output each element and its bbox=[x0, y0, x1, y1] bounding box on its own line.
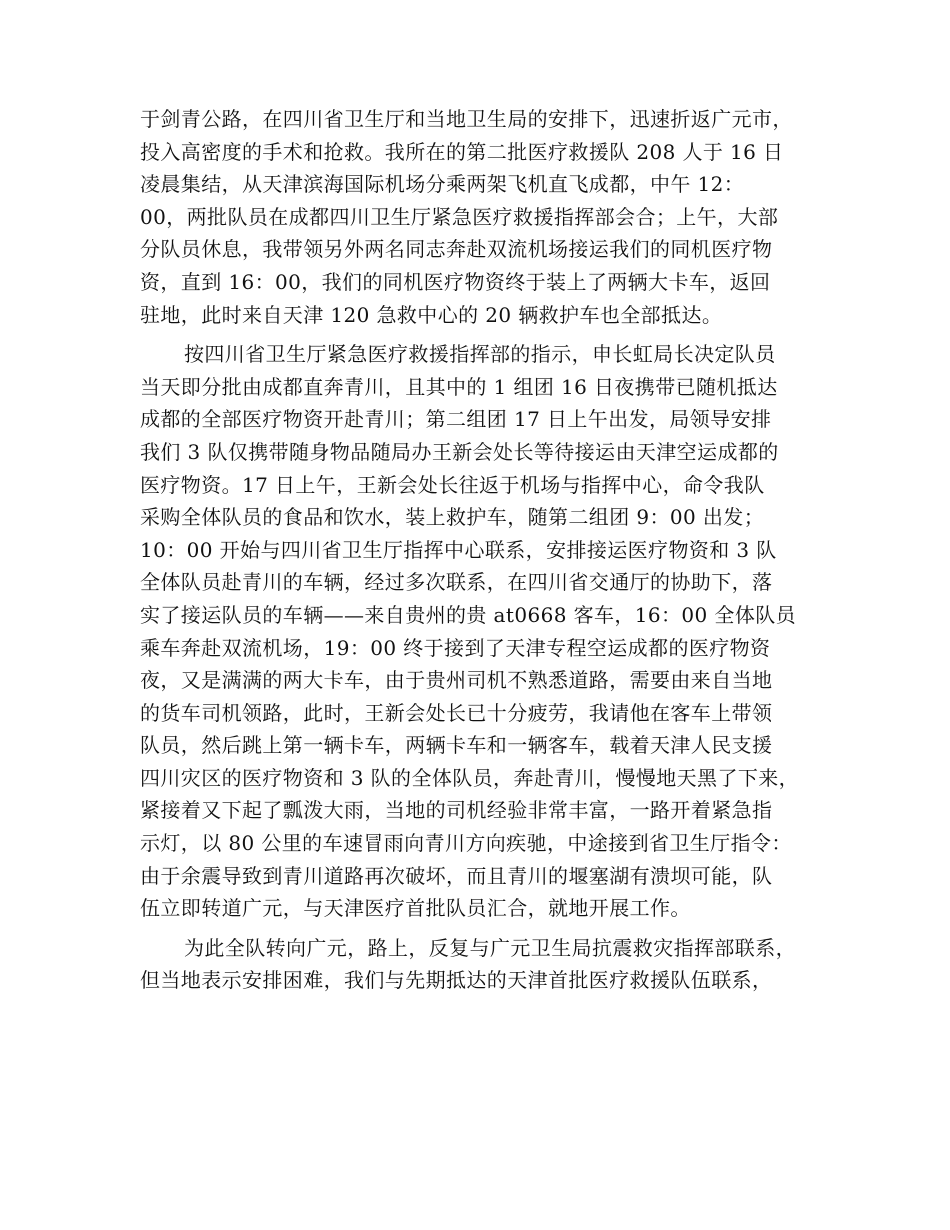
text-line: 的货车司机领路，此时，王新会处长已十分疲劳，我请他在客车上带领 bbox=[140, 700, 773, 725]
text-line: 由于余震导致到青川道路再次破坏，而且青川的堰塞湖有溃坝可能，队 bbox=[140, 863, 773, 888]
text-line: 于剑青公路，在四川省卫生厅和当地卫生局的安排下，迅速折返广元市， bbox=[140, 107, 793, 131]
text-line: 实了接运队员的车辆——来自贵州的贵 at0668 客车，16：00 全体队员 bbox=[140, 602, 797, 627]
text-line: 驻地，此时来自天津 120 急救中心的 20 辆救护车也全部抵达。 bbox=[140, 302, 723, 327]
text-line: 凌晨集结，从天津滨海国际机场分乘两架飞机直飞成都，中午 12： bbox=[140, 172, 745, 197]
body-text bbox=[140, 103, 820, 997]
text-line: 医疗物资。17 日上午，王新会处长往返于机场与指挥中心，命令我队 bbox=[140, 472, 765, 497]
text-line: 紧接着又下起了瓢泼大雨，当地的司机经验非常丰富，一路开着紧急指 bbox=[140, 798, 773, 823]
text-line: 成都的全部医疗物资开赴青川；第二组团 17 日上午出发，局领导安排 bbox=[140, 407, 772, 432]
paragraph-first-line: 为此全队转向广元，路上，反复与广元卫生局抗震救灾指挥部联系， bbox=[184, 935, 796, 960]
text-line: 示灯，以 80 公里的车速冒雨向青川方向疾驰，中途接到省卫生厅指令： bbox=[140, 831, 792, 856]
text-line: 当天即分批由成都直奔青川，且其中的 1 组团 16 日夜携带已随机抵达 bbox=[140, 374, 778, 399]
text-line: 00，两批队员在成都四川卫生厅紧急医疗救援指挥部会合；上午，大部 bbox=[140, 204, 779, 229]
text-line: 投入高密度的手术和抢救。我所在的第二批医疗救援队 208 人于 16 日 bbox=[140, 139, 784, 164]
text-line: 分队员休息，我带领另外两名同志奔赴双流机场接运我们的同机医疗物 bbox=[140, 237, 773, 262]
text-line: 乘车奔赴双流机场，19：00 终于接到了天津专程空运成都的医疗物资 bbox=[140, 635, 771, 660]
text-line: 采购全体队员的食品和饮水，装上救护车，随第二组团 9：00 出发； bbox=[140, 505, 765, 530]
text-line: 伍立即转道广元，与天津医疗首批队员汇合，就地开展工作。 bbox=[140, 896, 691, 921]
text-line: 10：00 开始与四川省卫生厅指挥中心联系，安排接运医疗物资和 3 队 bbox=[140, 537, 777, 562]
text-line: 夜，又是满满的两大卡车，由于贵州司机不熟悉道路，需要由来自当地 bbox=[140, 668, 773, 693]
text-line: 我们 3 队仅携带随身物品随局办王新会处长等待接运由天津空运成都的 bbox=[140, 439, 779, 464]
paragraph-first-line: 按四川省卫生厅紧急医疗救援指挥部的指示，申长虹局长决定队员 bbox=[184, 342, 776, 367]
text-line: 队员，然后跳上第一辆卡车，两辆卡车和一辆客车，载着天津人民支援 bbox=[140, 733, 773, 758]
text-line: 全体队员赴青川的车辆，经过多次联系，在四川省交通厅的协助下，落 bbox=[140, 570, 773, 595]
text-line: 但当地表示安排困难，我们与先期抵达的天津首批医疗救援队伍联系， bbox=[140, 968, 773, 993]
text-line: 资，直到 16：00，我们的同机医疗物资终于装上了两辆大卡车，返回 bbox=[140, 269, 771, 294]
text-line: 四川灾区的医疗物资和 3 队的全体队员，奔赴青川，慢慢地天黑了下来， bbox=[140, 765, 800, 790]
